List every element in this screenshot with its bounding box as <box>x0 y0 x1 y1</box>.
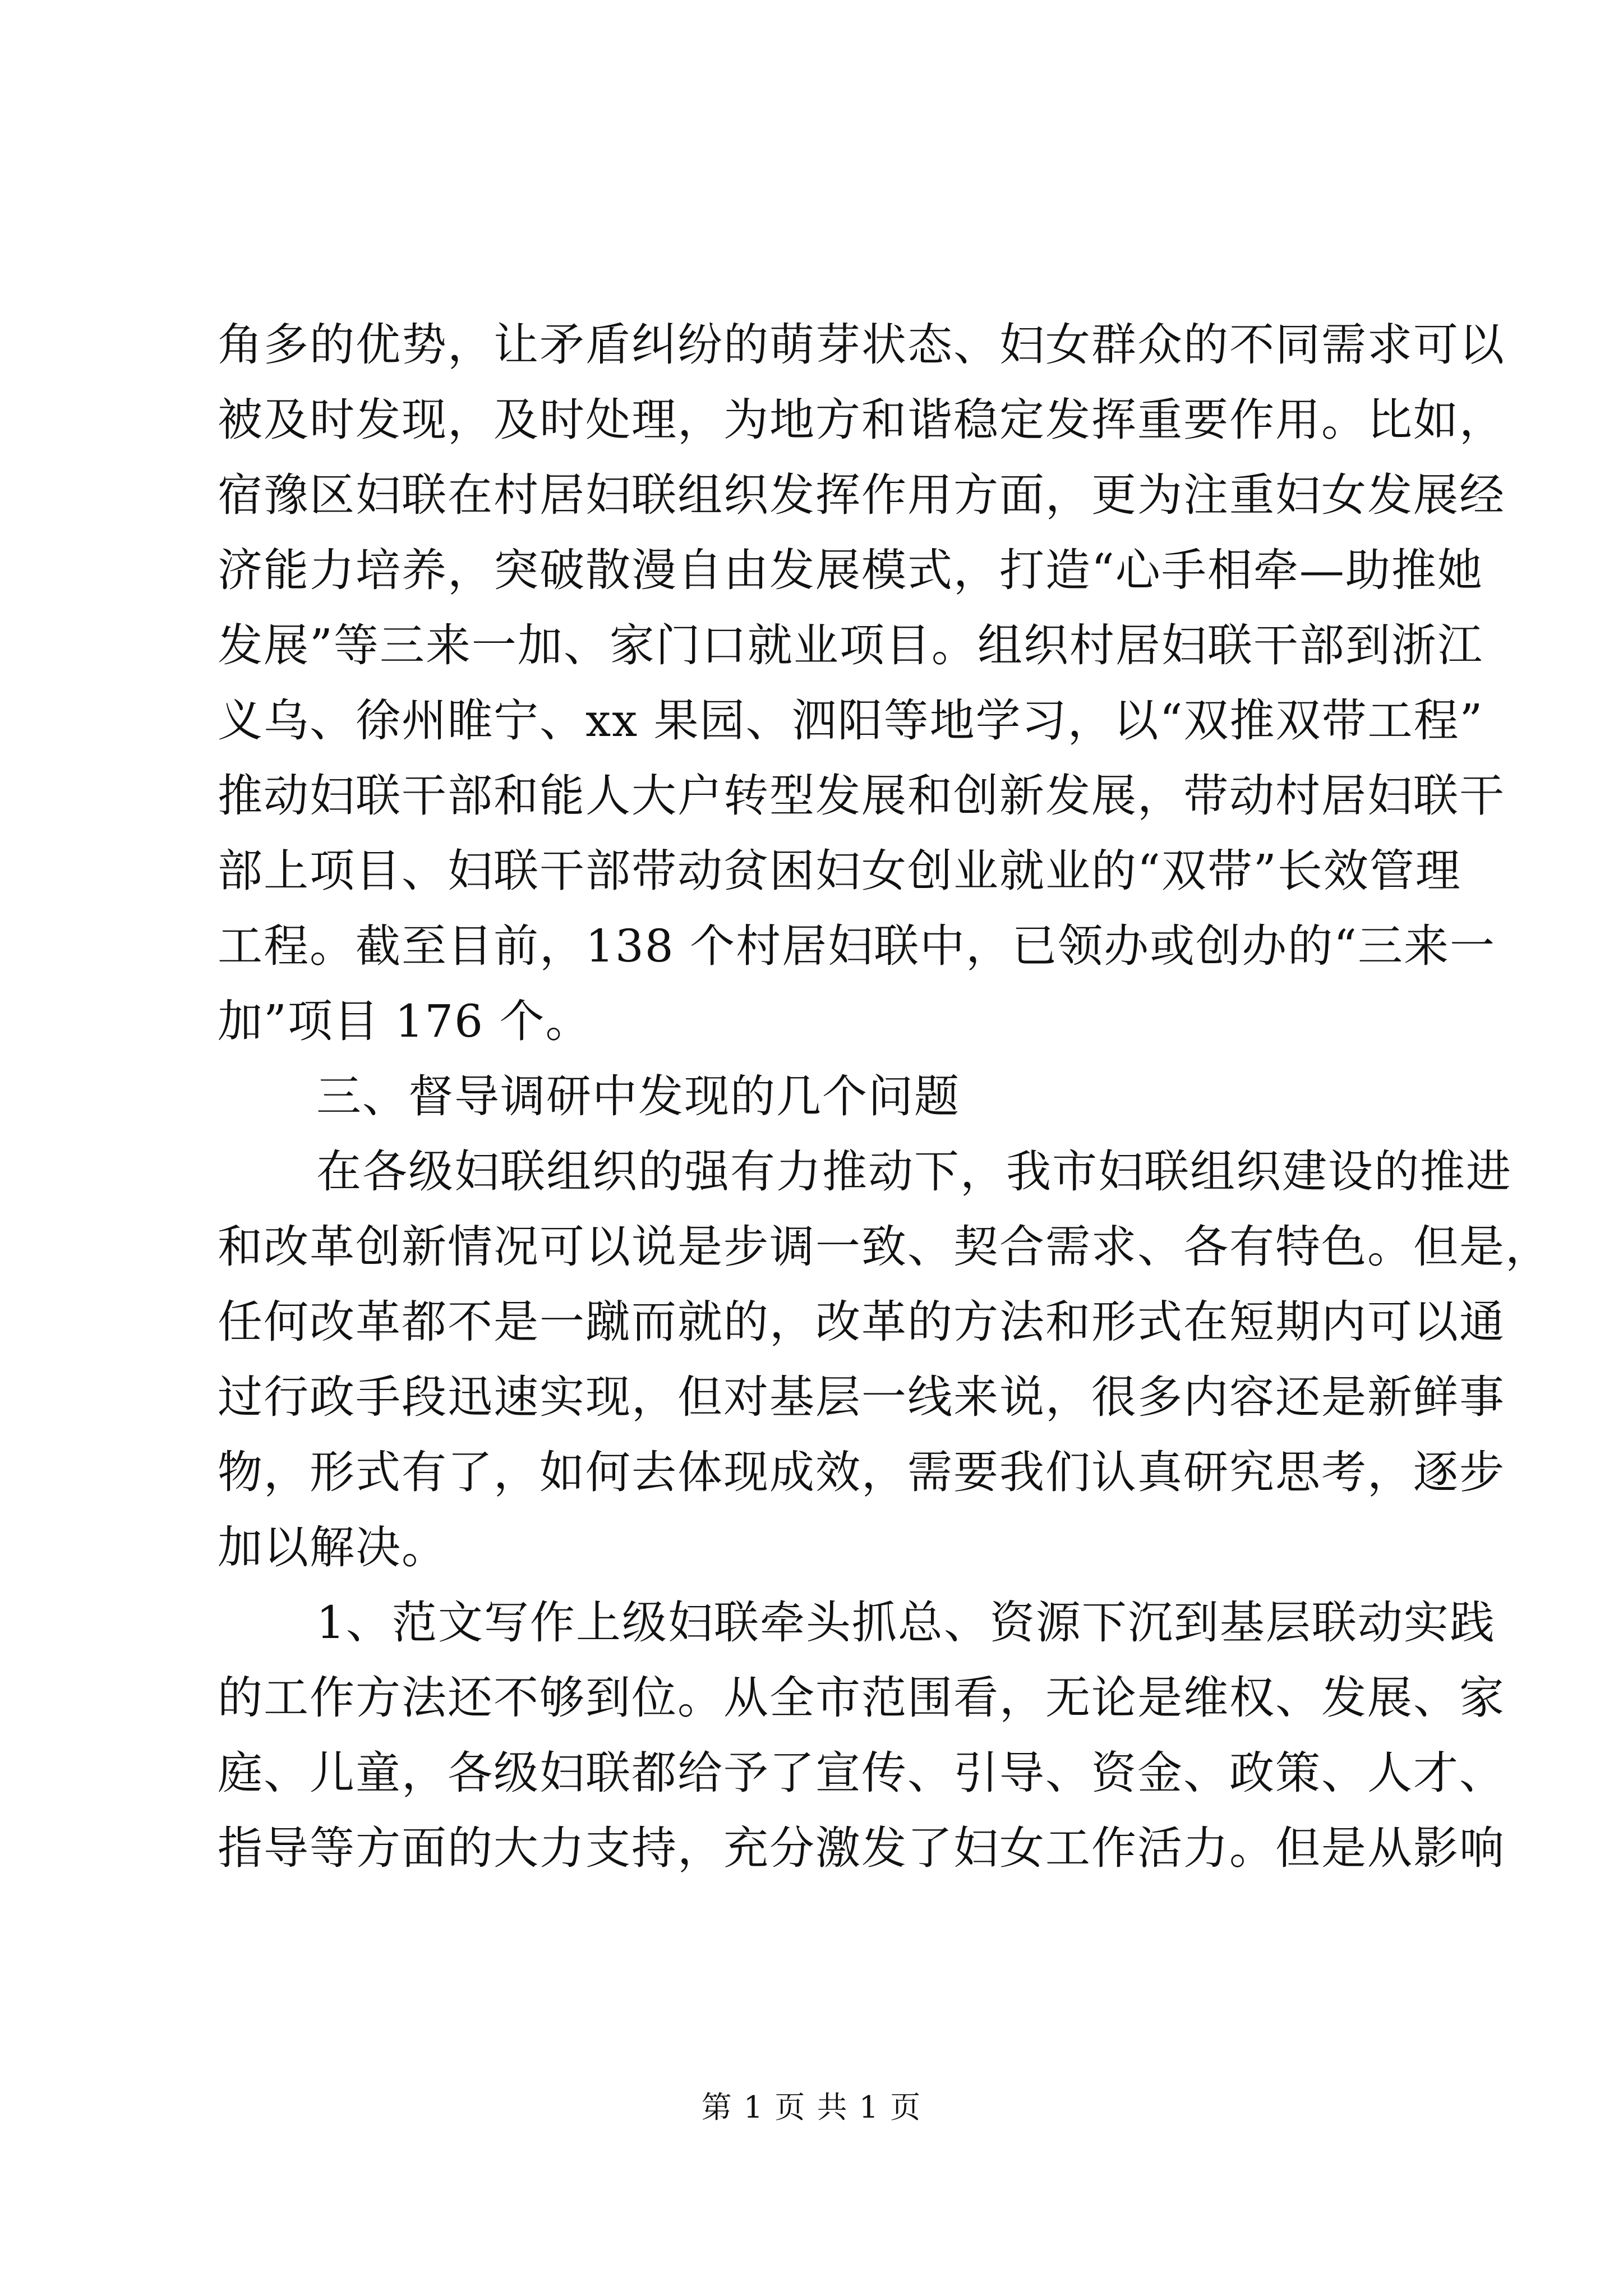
text-line: 加以解决。 <box>218 1521 448 1573</box>
paragraph <box>218 1585 1505 1886</box>
text-line: 和改革创新情况可以说是步调一致、契合需求、各有特色。但是， <box>218 1221 1551 1273</box>
text-line: 任何改革都不是一蹴而就的，改革的方法和形式在短期内可以通 <box>218 1296 1505 1348</box>
text-line: 1、范文写作上级妇联牵头抓总、资源下沉到基层联动实践 <box>316 1596 1496 1649</box>
text-line: 的工作方法还不够到位。从全市范围看，无论是维权、发展、家 <box>218 1672 1505 1724</box>
text-line: 庭、儿童，各级妇联都给予了宣传、引导、资金、政策、人才、 <box>218 1747 1505 1799</box>
text-line: 发展”等三来一加、家门口就业项目。组织村居妇联干部到浙江 <box>218 619 1483 671</box>
paragraph <box>218 307 1505 1059</box>
paragraph <box>218 1134 1551 1585</box>
text-line: 加”项目 176 个。 <box>218 995 592 1047</box>
text-line: 被及时发现，及时处理，为地方和谐稳定发挥重要作用。比如， <box>218 394 1505 446</box>
section-heading: 三、督导调研中发现的几个问题 <box>316 1070 960 1122</box>
text-line: 角多的优势，让矛盾纠纷的萌芽状态、妇女群众的不同需求可以 <box>218 319 1505 371</box>
text-line: 义乌、徐州睢宁、xx 果园、泗阳等地学习，以“双推双带工程” <box>218 694 1484 747</box>
document-body <box>218 307 1551 1886</box>
text-line: 在各级妇联组织的强有力推动下，我市妇联组织建设的推进 <box>316 1145 1512 1198</box>
page-number-footer: 第 1 页 共 1 页 <box>701 2090 922 2125</box>
text-line: 指导等方面的大力支持，充分激发了妇女工作活力。但是从影响 <box>218 1822 1505 1874</box>
text-line: 宿豫区妇联在村居妇联组织发挥作用方面，更为注重妇女发展经 <box>218 469 1505 521</box>
text-line: 工程。截至目前，138 个村居妇联中，已领办或创办的“三来一 <box>218 920 1496 972</box>
text-line: 物，形式有了，如何去体现成效，需要我们认真研究思考，逐步 <box>218 1446 1505 1498</box>
text-line: 过行政手段迅速实现，但对基层一线来说，很多内容还是新鲜事 <box>218 1371 1505 1423</box>
text-line: 济能力培养，突破散漫自由发展模式，打造“心手相牵—助推她 <box>218 544 1483 596</box>
text-line: 推动妇联干部和能人大户转型发展和创新发展，带动村居妇联干 <box>218 770 1505 822</box>
text-line: 部上项目、妇联干部带动贫困妇女创业就业的“双带”长效管理 <box>218 845 1461 897</box>
